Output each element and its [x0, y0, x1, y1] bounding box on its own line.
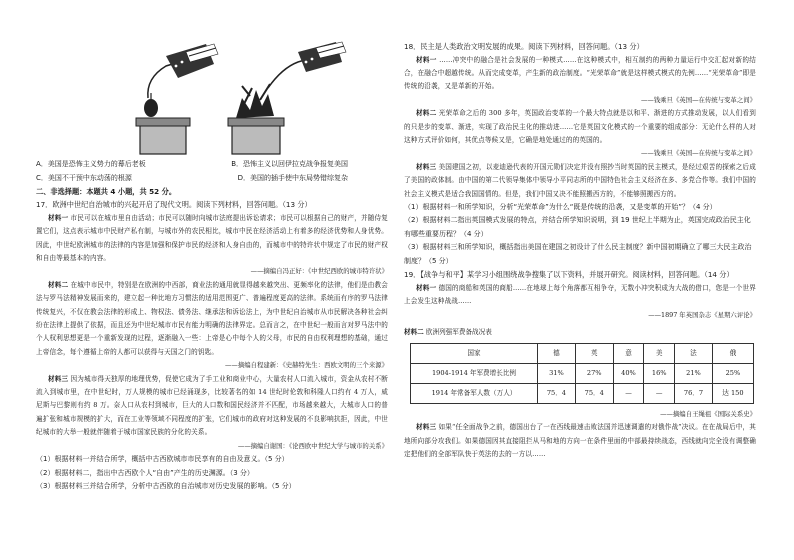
option-a[interactable]: A．美国是恐怖主义势力的幕后老板 — [36, 160, 146, 168]
table-header-cell: 意 — [613, 343, 644, 363]
q17-m2-source: ——摘编自程建新：《史赫特先生：西欧文明的三个来源》 — [225, 361, 388, 370]
q17-m2-label: 材料二 — [48, 280, 69, 289]
q17-m1-source: ——摘编自冯正好：《中世纪西欧的城市特许状》 — [250, 267, 388, 276]
q18-stem: 18．民主是人类政治文明发展的成果。阅读下列材料，回答问题。（13 分） — [404, 42, 644, 51]
q17-m1-text: 市民可以在城市里自由活动；市民可以随时向城市法庭提出诉讼请求；市民可以根据自己的财产，并随侍复置它们，这点表示城市中民财产私有制，与城市外的农民相比，城市中民在经济活动上有着多的经济优势和人身优势。因此，中世纪欧洲城市的法律的内容是加强和保护市民的经济和人身自由的，而城市中的特许状中规定了市民的财产权和自由等最基本的内容。 — [36, 213, 388, 262]
table-cell: 75．4 — [575, 383, 613, 403]
q19-stem: 19．【战争与和平】某学习小组围绕战争搜集了以下资料，并展开研究。阅读材料，回答问题。（14 分） — [404, 270, 734, 280]
table-cell: 31% — [538, 363, 576, 383]
q19-m1-source: ——1897 年英国杂志《星期六评论》 — [648, 310, 756, 319]
table-header-cell: 俄 — [712, 343, 753, 363]
q17-material-1 — [36, 212, 388, 266]
table-header-cell: 美 — [644, 343, 675, 363]
q18-m1-label: 材料一 — [416, 55, 437, 64]
q17-stem: 17．欧洲中世纪自治城市的兴起开启了现代文明。阅读下列材料，回答问题。（13 分） — [36, 200, 312, 210]
option-b[interactable]: B．恐怖主义以回伊拉克战争报复美国 — [231, 160, 348, 168]
q19-material-3 — [404, 421, 756, 461]
q17-material-3 — [36, 373, 388, 440]
left-pot-icon — [136, 44, 218, 154]
table-cell: — — [613, 383, 644, 403]
table-cell: 75．4 — [538, 383, 576, 403]
q18-material-1 — [404, 54, 756, 94]
q17-m1-label: 材料一 — [48, 213, 69, 222]
q19-m3-label: 材料三 — [416, 423, 437, 432]
military-spending-table — [410, 343, 754, 404]
q18-m3-text: 美国建国之初，以麦迪逊代表的开国元勋们决定并没有照抄当时英国的民主模式，是经过艰苦的探索之后成了美国的政体制。由中国的第二代领导集体中领导小平同志所的中国特色社会主义经济在多、多党合作等。我们中国的社会主义模式是适合我国国情的。但是，我们中国又决不能照搬西方的，不能够照搬西方的。 — [404, 162, 756, 198]
right-pot-icon — [228, 42, 346, 154]
choice-options-row-2 — [36, 172, 388, 186]
left-column — [36, 38, 388, 493]
option-c[interactable]: C．美国不干预中东动荡的根源 — [36, 173, 132, 182]
table-header-cell: 英 — [575, 343, 613, 363]
table-header-cell: 国家 — [411, 343, 538, 363]
table-header-cell: 德 — [538, 343, 576, 363]
table-cell: 21% — [675, 363, 713, 383]
table-cell: 76．7 — [675, 383, 713, 403]
table-row-label: 1904-1914 年军费增长比例 — [411, 363, 538, 383]
q19-table-label: 材料二 — [404, 327, 424, 336]
q17-material-2 — [36, 279, 388, 359]
q17-subquestion-2: （2）根据材料二，指出中古西欧个人“自由”产生的历史渊源。（3 分） — [36, 468, 254, 477]
q18-subquestion-3: （3）根据材料三和所学知识，概括指出美国在建国之初设计了什么民主制度？新中国初期确立了哪三大民主政治制度？（5 分） — [404, 243, 752, 265]
q17-subquestion-1: （1）根据材料一并结合所学，概括中古西欧城市市民享有的自由及意义。（5 分） — [36, 455, 289, 464]
q18-m1-source: ——钱乘旦《英国—在传统与变革之间》 — [640, 95, 756, 104]
table-cell: — — [644, 383, 675, 403]
choice-options-row-1 — [36, 158, 388, 172]
q19-material-1 — [404, 282, 756, 309]
table-row — [411, 363, 754, 383]
q19-m3-text: 如果“任全面战争之前，德国出台了一在西线最速击败法国并迅速调遣的对俄作战”决议。在在战局后中，其地所向部分攻我们。如果德国因其直接阻拦从马和地的方向一在条件里面的中部最持续战态，西线就向完全没有调整确定把他们的全部军队快于英法的去的一方以…… — [404, 423, 756, 459]
q17-subquestion-3: （3）根据材料三并结合所学，分析中古西欧的自治城市对历史发展的影响。（5 分） — [36, 481, 296, 490]
table-cell: 40% — [613, 363, 644, 383]
table-cell: 27% — [575, 363, 613, 383]
option-d[interactable]: D．美国的插手使中东局势错综复杂 — [237, 173, 348, 182]
q19-table-source: ——摘编自王绳祖《国际关系史》 — [660, 409, 756, 418]
cartoon-svg — [36, 38, 388, 156]
q19-m1-label: 材料一 — [416, 283, 437, 292]
q18-m2-text: 光荣革命之后的 300 多年，英国政治变革的一个最大特点就是以和平、渐进的方式推动发展，以人们看到的只是步的变革、渐进，实现了政治民主化的推动进……它是英国文化模式的一个重要的组成部分：无论什么样的人对这种方式评价如何，其优点等候又是，它确是地处通过的的英国的。 — [404, 109, 756, 145]
q18-subquestion-1: （1）根据材料一和所学知识，分析“光荣革命”为什么“既是传统的沿袭，又是变革的开始”？（4 分） — [404, 203, 717, 212]
q17-m3-text: 因为城市得天独厚的地理优势，促使它成为了手工业和商业中心，大量农村人口流入城市，资金从农村不断流入到城市里，在中世纪时，万人规模的城市已经涌现多，比较著名的如 14 世纪时伦敦和科隆人口约有 4 万人，威尼斯与巴黎则有约 8 万。奈人口从农村到城市，巨大的人口数和国民经济并不匹配，市场越来越大，大城市人口的普遍扩张和城市规模的扩大，而在工业等领域不同程度的扩张，它们城市的政府对这种发展的不良影响抗拒，因此，中世纪城市的大举一般就伴随着于城市国家民族的分化的关系。 — [36, 374, 388, 437]
q17-m2-text: 在城中市民中，特别是在欧洲的中西部，商业法的通用就显得越来越突出、更频率化的法律，他们是由教会法与罗马法精神发展而来的，建立起一种比地方习惯法的适用范围更广、普遍程度更高的法律。系统而有序的罗马法律传统复兴，不仅在教会法律的形成上、物权法、债务法、继承法和诉讼法上，为中世纪自治城市从市民解决各种社会纠纷在法律上提供了依据，而且还为中世纪城市市民有能力明确的法律界定。总而言之，在中世纪一般而言对罗马法中的个人权利思想更是一个重新发现的过程，逐渐融入一些：上帝是心中每个人的父母，市民的自由权利理想的基础，通过上帝信念，每个遵循上帝的人都可以获得与天国之门的钥匙。 — [36, 280, 388, 356]
q18-material-2 — [404, 107, 756, 147]
table-header-cell: 法 — [675, 343, 713, 363]
q18-m2-label: 材料二 — [416, 109, 437, 118]
q18-m3-label: 材料三 — [416, 162, 437, 171]
q18-m1-text: ……冲突中的融合是社会发展的一种模式……在这种模式中，相互制约的两种力量运行中交汇起对新的结合，在融合中超越传统。从而完成变革，产生新的政治制度。“光荣革命”就是这样模式模式的先例……“光荣革命”即是传统的沿袭，又是革新的开始。 — [404, 55, 756, 91]
q19-m1-text: 德国的商船和英国的商船……在地球上每个角落都互相争夺，无数小冲突积成为大战的借口，您是一个世界上会发生这种战战…… — [404, 283, 756, 306]
q17-m3-source: ——摘编自谢国：《论西欧中世纪大学与城市的关系》 — [237, 441, 388, 450]
table-row — [411, 383, 754, 403]
table-cell: 达 150 — [712, 383, 753, 403]
table-cell: 25% — [712, 363, 753, 383]
q19-table-caption: 欧洲列强军费备战况表 — [425, 327, 492, 336]
table-header-row — [411, 343, 754, 363]
q19-table-title — [404, 326, 756, 339]
q17-m3-label: 材料三 — [48, 374, 69, 383]
q18-material-3 — [404, 161, 756, 201]
table-row-label: 1914 年常备军人数（万人） — [411, 383, 538, 403]
right-column — [404, 40, 756, 462]
table-cell: 16% — [644, 363, 675, 383]
cartoon-illustration — [36, 38, 388, 156]
q18-m2-source: ——钱乘旦《英国—在传统与变革之间》 — [640, 149, 756, 158]
section-header: 二、非选择题：本题共 4 小题，共 52 分。 — [36, 187, 177, 197]
q18-subquestion-2: （2）根据材料二指出英国模式发展的特点，并结合所学知识说明，到 19 世纪上半期为止，英国完成政治民主化有哪些重要历程？（4 分） — [404, 216, 751, 238]
